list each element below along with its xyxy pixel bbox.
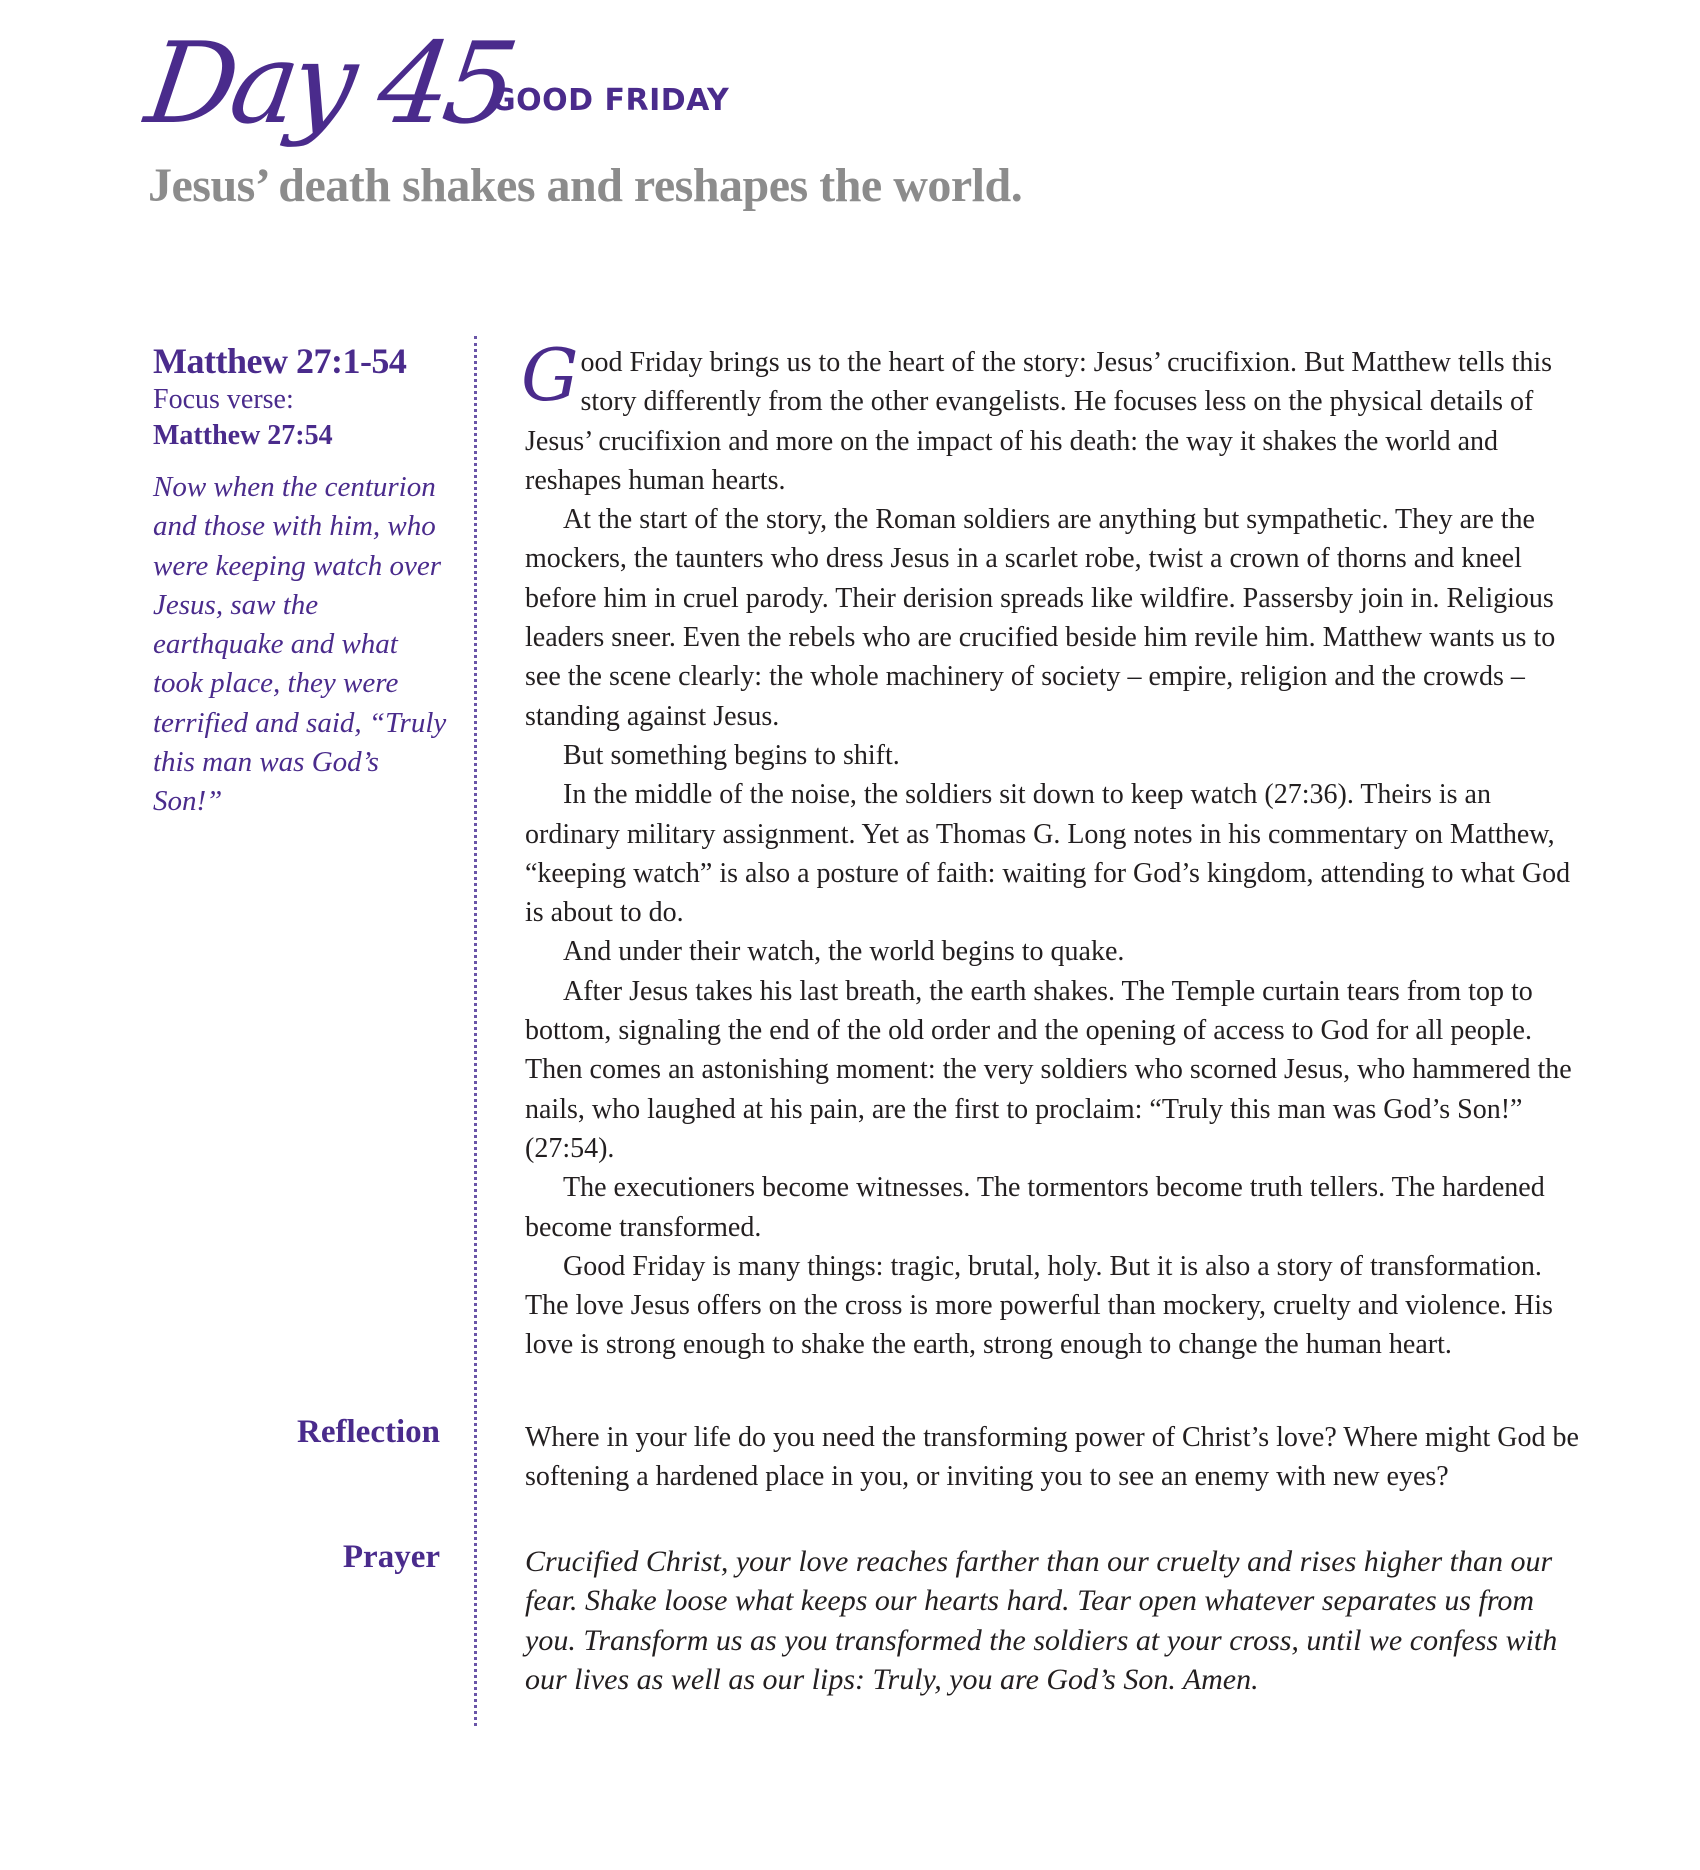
- prayer-heading: Prayer: [342, 1539, 440, 1575]
- sidebar: [153, 340, 453, 822]
- page-subtitle: Jesus’ death shakes and reshapes the world.: [148, 159, 1023, 212]
- day-number: Day 45: [138, 19, 520, 149]
- first-paragraph-text: ood Friday brings us to the heart of the story: Jesus’ crucifixion. But Matthew tells this story differently from the other evangelists. He focuses less on the physical details of Jesus’ crucifixion and more on the impact of his death: the way it shakes the world and reshapes human hearts.: [525, 347, 1553, 496]
- devotional-body: [521, 333, 1580, 1365]
- prayer-text: Crucified Christ, your love reaches farther than our cruelty and rises higher than our fear. Shake loose what keeps our hearts hard. Tear open whatever separates us from you. Transform us as you transformed the soldiers at your cross, until we confess with our lives as well as our lips: Truly, you are God’s Son. Amen.: [525, 1545, 1558, 1696]
- body-paragraph: In the middle of the noise, the soldiers sit down to keep watch (27:36). Theirs is an ordinary military assignment. Yet as Thomas G. Long notes in his commentary on Matthew, “keeping watch” is also a posture of faith: waiting for God’s kingdom, attending to what God is about to do.: [525, 779, 1571, 929]
- day-heading: [138, 19, 730, 149]
- body-paragraph: After Jesus takes his last breath, the earth shakes. The Temple curtain tears from top to bottom, signaling the end of the old order and the opening of access to God for all people. Then comes an astonishing moment: the very soldiers who scorned Jesus, who hammered the nails, who laughed at his pain, are the first to proclaim: “Truly this man was God’s Son!” (27:54).: [525, 975, 1572, 1164]
- focus-verse-reference: Matthew 27:54: [153, 420, 333, 451]
- scripture-passage: Matthew 27:1-54: [153, 341, 407, 381]
- drop-cap: G: [521, 333, 579, 417]
- dotted-divider: [474, 336, 477, 1726]
- reflection-heading: Reflection: [297, 1414, 440, 1450]
- day-label: GOOD FRIDAY: [491, 83, 730, 118]
- focus-verse-label: Focus verse:: [153, 384, 294, 415]
- body-paragraph: The executioners become witnesses. The tormentors become truth tellers. The hardened become transformed.: [525, 1172, 1545, 1243]
- body-paragraph: At the start of the story, the Roman soldiers are anything but sympathetic. They are the mockers, the taunters who dress Jesus in a scarlet robe, twist a crown of thorns and kneel before him in cruel parody. Their derision spreads like wildfire. Passersby join in. Religious leaders sneer. Even the rebels who are crucified beside him revile him. Matthew wants us to see the scene clearly: the whole machinery of society – empire, religion and the crowds – standing against Jesus.: [525, 504, 1556, 732]
- body-paragraph: But something begins to shift.: [563, 739, 900, 771]
- reflection-text: Where in your life do you need the transforming power of Christ’s love? Where might God be softening a hardened place in you, or inviting you to see an enemy with new eyes?: [525, 1422, 1579, 1493]
- body-paragraph: And under their watch, the world begins to quake.: [563, 936, 1125, 968]
- focus-verse-text: Now when the centurion and those with him, who were keeping watch over Jesus, saw the earthquake and what took place, they were terrified and said, “Truly this man was God’s Son!”: [153, 471, 447, 818]
- body-paragraph: [521, 333, 1580, 500]
- body-paragraph: Good Friday is many things: tragic, brutal, holy. But it is also a story of transformation. The love Jesus offers on the cross is more powerful than mockery, cruelty and violence. His love is strong enough to shake the earth, strong enough to change the human heart.: [525, 1250, 1553, 1361]
